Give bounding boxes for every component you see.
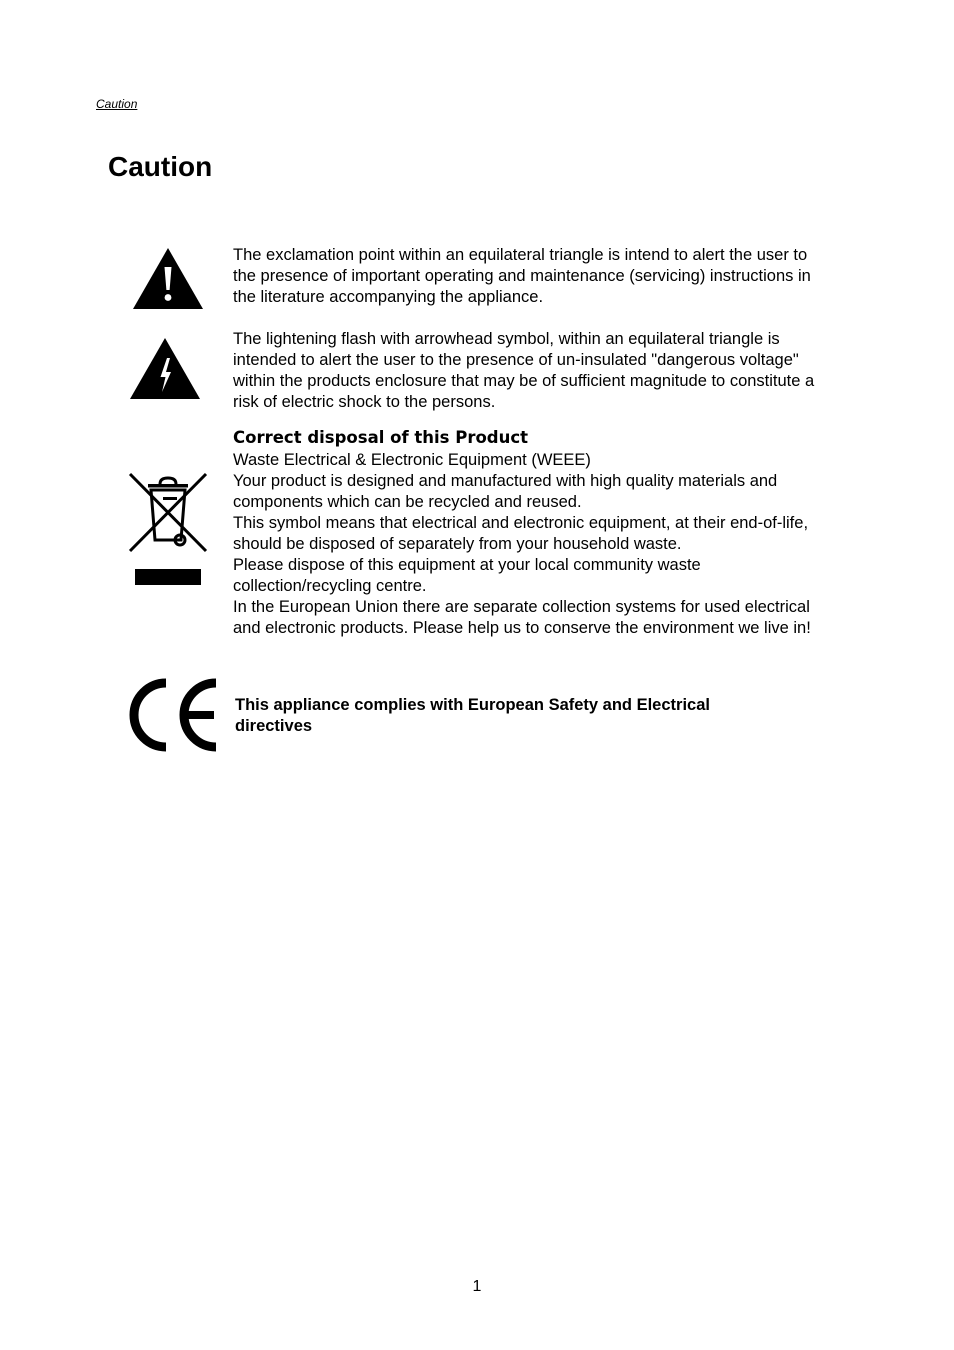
lightning-triangle-icon bbox=[129, 337, 201, 400]
ce-mark-icon bbox=[125, 677, 221, 753]
lightning-warning-text bbox=[233, 329, 873, 413]
text-line: This appliance complies with European Safety and Electrical bbox=[235, 696, 710, 714]
disposal-heading: Correct disposal of this Product bbox=[233, 428, 529, 447]
text-line: Please dispose of this equipment at your local community waste bbox=[233, 556, 701, 574]
page-title: Caution bbox=[108, 151, 213, 182]
text-line: within the products enclosure that may be of sufficient magnitude to constitute a bbox=[233, 372, 815, 390]
disposal-text bbox=[233, 450, 873, 639]
text-line: In the European Union there are separate collection systems for used electrical bbox=[233, 598, 810, 616]
crossed-bin-icon bbox=[127, 471, 209, 589]
text-line: the literature accompanying the appliance. bbox=[233, 288, 544, 306]
text-line: intended to alert the user to the presence of un-insulated "dangerous voltage" bbox=[233, 351, 799, 369]
text-line: components which can be recycled and reused. bbox=[233, 493, 582, 511]
text-line: The lightening flash with arrowhead symbol, within an equilateral triangle is bbox=[233, 330, 780, 348]
exclamation-warning-text bbox=[233, 245, 873, 308]
ce-compliance-text bbox=[235, 695, 710, 737]
text-line: The exclamation point within an equilateral triangle is intend to alert the user to bbox=[233, 246, 808, 264]
page-number: 1 bbox=[472, 1278, 482, 1295]
running-header: Caution bbox=[96, 97, 138, 111]
text-line: risk of electric shock to the persons. bbox=[233, 393, 496, 411]
text-line: should be disposed of separately from your household waste. bbox=[233, 535, 682, 553]
text-line: and electronic products. Please help us to conserve the environment we live in! bbox=[233, 619, 811, 637]
text-line: This symbol means that electrical and electronic equipment, at their end-of-life, bbox=[233, 514, 809, 532]
text-line: collection/recycling centre. bbox=[233, 577, 427, 595]
text-line: directives bbox=[235, 717, 313, 735]
text-line: Your product is designed and manufactured with high quality materials and bbox=[233, 472, 778, 490]
exclamation-triangle-icon bbox=[131, 247, 205, 311]
text-line: the presence of important operating and maintenance (servicing) instructions in bbox=[233, 267, 811, 285]
text-line: Waste Electrical & Electronic Equipment (WEEE) bbox=[233, 451, 591, 469]
